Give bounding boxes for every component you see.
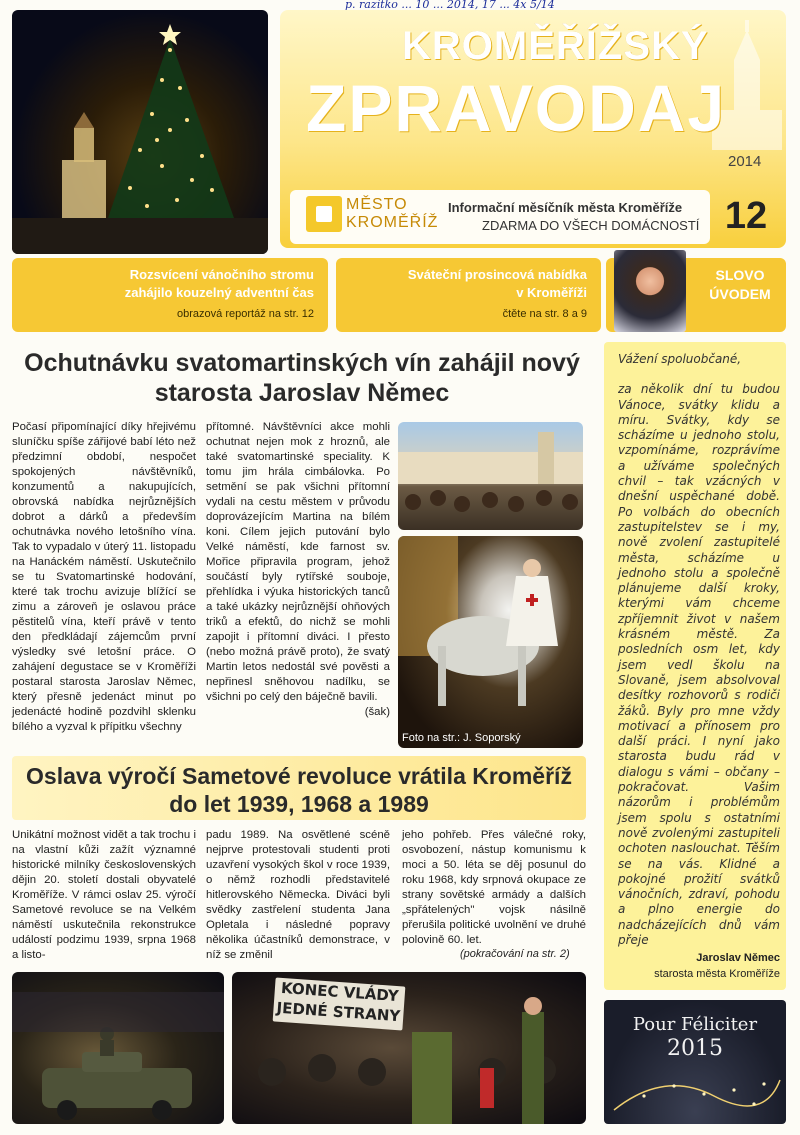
issue-number: 12 <box>724 195 768 237</box>
slovo-uvodem-label <box>698 266 782 304</box>
article1-author: (šak) <box>364 706 390 718</box>
tagline-secondary: ZDARMA DO VŠECH DOMÁCNOSTÍ <box>482 218 700 233</box>
handwritten-note: p. razítko ... 10 ... 2014, 17 ... 4x 5/14 <box>345 0 555 10</box>
editorial-letter <box>618 352 780 948</box>
article2-headline <box>12 762 586 818</box>
slovo-line2: ÚVODEM <box>709 286 771 302</box>
issue-year: 2014 <box>728 153 762 170</box>
article1-column2 <box>206 420 390 720</box>
christmas-tree-photo <box>12 10 268 254</box>
masthead-title-line2: ZPRAVODAJ <box>306 71 727 145</box>
teaser-subline: čtěte na str. 8 a 9 <box>502 308 587 320</box>
protest-banner-line2: JEDNÉ STRANY <box>275 998 401 1026</box>
article2-column1: Unikátní možnost vidět a tak trochu i na vlastní kůži zažít významné historické milníky československých dějin 20. století dostali obyvatelé Kroměříže. V rámci oslav 25. výročí Sametové revoluce se na Velkém náměstí uskutečnila rekonstrukce událostí podzimu 1939, srpna 1968 a listo- <box>12 829 196 961</box>
article2-headline-line1: Oslava výročí Sametové revoluce vrátila Kroměříž <box>26 763 572 789</box>
city-logo-text-line2: KROMĚŘÍŽ <box>346 214 439 231</box>
article1-headline <box>12 348 592 408</box>
signature-name: Jaroslav Němec <box>696 952 780 964</box>
wine-market-photo <box>398 422 583 530</box>
saint-martin-on-horse-photo <box>398 536 583 748</box>
protest-banner-line1: KONEC VLÁDY <box>280 978 400 1006</box>
teaser-december-offer[interactable] <box>336 258 601 332</box>
photo-credit: Foto na str.: J. Soporský <box>402 732 521 744</box>
slovo-line1: SLOVO <box>715 267 765 283</box>
article1-headline-line2: starosta Jaroslav Němec <box>154 379 450 407</box>
article1-headline-line1: Ochutnávku svatomartinských vín zahájil nový <box>24 349 580 377</box>
continued-note[interactable]: (pokračování na str. 2) <box>460 948 570 960</box>
city-logo-icon <box>306 196 342 232</box>
teaser-christmas-tree[interactable] <box>12 258 328 332</box>
tagline-primary: Informační měsíčník města Kroměříže <box>448 200 683 215</box>
masthead-title-line1: KROMĚŘÍŽSKÝ <box>402 24 709 68</box>
teaser-headline-line1: Sváteční prosincová nabídka <box>407 267 587 282</box>
teaser-headline-line2: zahájilo kouzelný adventní čas <box>124 285 314 300</box>
article1-column2-text: přítomné. Návštěvníci akce mohli ochutnat nejen mok z hroznů, ale také svatomartinské speciality. K tomu jim hrála cimbálovka. Po setmění se pak všichni přítomní vydali na cestu městem v průvodu doprovázejícím Martina na bílém koni. Cílem jejich putování bylo Velké náměstí, kde farnost sv. Mořice připravila program, jehož součástí byly rytířské souboje, přehlídka i výuka historických tanců a také ukázky nejrůznější ohňových triků a efektů, do nichž se mohli zapojit i přítomní diváci. I přesto (nebo možná právě proto), že svatý Martin letos nedostál své pověsti a nepřinesl sněhovou nadílku, se všichni po celý den báječně bavili. <box>206 421 390 703</box>
teaser-headline-line2: v Kroměříži <box>516 285 587 300</box>
city-logo-text-line1: MĚSTO <box>346 196 408 213</box>
article2-headline-line2: do let 1939, 1968 a 1989 <box>169 791 429 817</box>
article2-column2: padu 1989. Na osvětlené scéně nejprve protestovali studenti proti uzavření vysokých škol v roce 1939, o němž rozhodli představitelé hitlerovského Německa. Diváci byli svědky zastřelení studenta Jana Opletala i následné popravy několika účastníků demonstrace, v níž se změnil <box>206 829 390 961</box>
article1-column1: Počasí připomínající díky hřejivému sluníčku spíše zářijové babí léto než předzimní období, nespočet spokojených návštěvníků, konzumentů a nakupujících, obrovská nabídka nejrůznějších dobrot a dárků a především ochutnávka nového letošního vína. Tak to vypadalo v úterý 11. listopadu na Hanáckém náměstí. Uskutečnilo se tu Svatomartinské hodování, které tak trochu avizuje blížící se zimu a zároveň je oslavou práce pěstitelů vína, kteří právě v tento den předkládají zájemcům první výsledky své letošní práce. O zahájení degustace se v Kroměříži postaral starosta Jaroslav Němec, který přesně jedenáct minut po jedenácté hodině pozdvihl sklenku bílého a vyzval k přípitku všechny <box>12 421 196 733</box>
letter-salutation: Vážení spoluobčané, <box>618 352 742 366</box>
teaser-headline-line1: Rozsvícení vánočního stromu <box>129 267 314 282</box>
armored-vehicle-photo <box>12 972 224 1124</box>
teaser-subline: obrazová reportáž na str. 12 <box>177 308 314 320</box>
protest-banner <box>273 978 406 1031</box>
letter-body: za několik dní tu budou Vánoce, svátky klidu a míru. Svátky, kdy se scházíme u jednoho stolu, vzpomínáme, rozprávíme a užíváme společných chvil – tak vzácných v dnešní uspěchané době. Po volbách do obecních zastupitelstev se i my, nově zvolení zastupitelé města, scházíme u jednoho stolu a společně plánujeme další kroky, kterými vám chceme zpříjemnit život v našem krásném městě. Za posledních osm let, kdy jsem vedl školu na Slovaně, jsem absolvoval desítky rozhovorů s rodiči žáků. Byly pro mne vždy motivací a přínosem pro další práci. I nyní jako starosta budu rád v dialogu s vámi – občany – pokračovat. Vašim názorům i problémům jsem spolu s ostatními nově zvolenými zastupiteli ochoten naslouchat. Těším se na vás. Klidné a pokojné prožití svátků vánočních, zdraví, pohodu a plno energie do nadcházejících dnů vám přeje <box>618 382 780 947</box>
pf-line2: 2015 <box>667 1036 723 1061</box>
pf-line1: Pour Féliciter <box>632 1014 758 1035</box>
mayor-portrait-photo <box>614 250 686 332</box>
article2-column3: jeho pohřeb. Přes válečné roky, osvobození, nástup komunismu k moci a 50. léta se děj posunul do roku 1968, kdy srpnová okupace ze strany sovětské armády a dalších „spřátelených" vojsk násilně přerušila politické uvolnění ve druhé polovině 60. let. <box>402 829 586 946</box>
signature-role: starosta města Kroměříže <box>654 968 780 980</box>
